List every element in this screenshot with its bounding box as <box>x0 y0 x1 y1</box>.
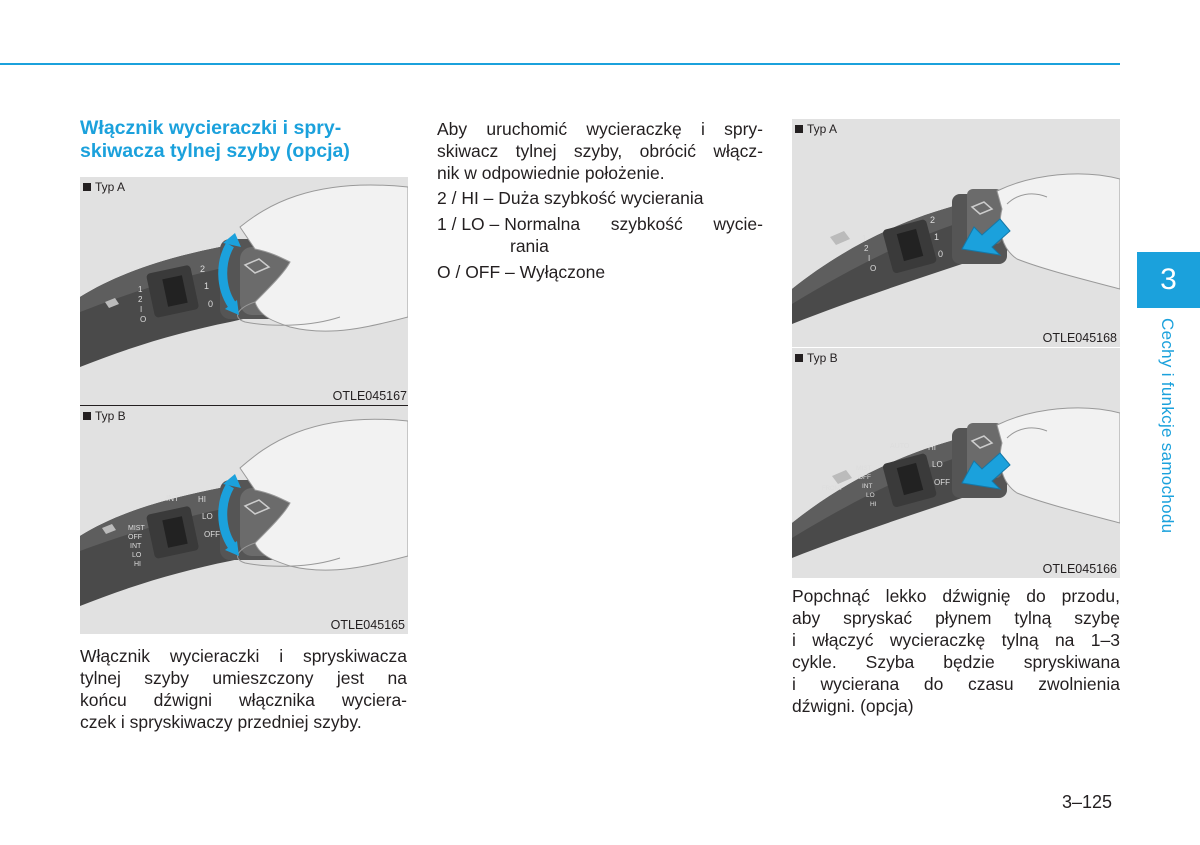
chapter-title: Cechy i funkcje samochodu <box>1158 318 1177 534</box>
stalk-label: LO <box>132 552 142 559</box>
stalk-label: OFF <box>128 534 142 541</box>
text-line: i wycierana do czasu zwolnienia <box>792 674 1120 694</box>
stalk-label: 2 <box>138 295 143 304</box>
text-line: cykle. Szyba będzie spryskiwana <box>792 652 1120 672</box>
stalk-label: O <box>870 264 877 273</box>
wiper-stalk-illustration <box>80 406 408 634</box>
text-line: dźwigni. (opcja) <box>792 696 914 716</box>
ring-label: INT <box>166 494 179 503</box>
figure-type-text: Typ A <box>807 122 838 136</box>
mode-key: O / OFF – <box>437 262 515 282</box>
stalk-label: 1 <box>138 285 143 294</box>
text-line: skiwacz tylnej szyby, obrócić włącz- <box>437 141 763 161</box>
mode-item-hi <box>437 187 763 209</box>
mode-key: 2 / HI – <box>437 188 494 208</box>
mode-key: 1 / LO – <box>437 214 500 234</box>
stalk-label: I <box>868 254 871 263</box>
knob-label: LO <box>202 512 213 521</box>
page-number: 3–125 <box>1062 792 1113 812</box>
figure-type-a-push <box>792 119 1120 347</box>
front-label: FRONT <box>822 486 843 492</box>
figure-type-text: Typ A <box>95 180 126 194</box>
text-line: Włącznik wycieraczki i spryskiwacza <box>80 646 407 666</box>
figure-code: OTLE045167 <box>332 389 407 403</box>
section-title-line: Włącznik wycieraczki i spry- <box>80 117 342 139</box>
knob-label: 2 <box>200 264 206 274</box>
text-line: Aby uruchomić wycieraczkę i spry- <box>437 119 763 139</box>
bullet-square-icon <box>83 412 91 420</box>
knob-label: HI <box>928 443 936 452</box>
top-rule <box>0 63 1120 65</box>
stalk-label: LO <box>866 492 875 499</box>
stalk-label: INT <box>862 483 873 490</box>
stalk-label: HI <box>870 501 877 508</box>
knob-label: 0 <box>208 299 214 309</box>
wiper-stalk-illustration <box>792 348 1120 578</box>
text-line: czek i spryskiwaczy przedniej szyby. <box>80 712 362 732</box>
knob-label: 1 <box>204 281 210 291</box>
chapter-number-tab: 3 <box>1137 252 1200 308</box>
stalk-label: 2 <box>864 244 869 253</box>
stalk-label: INT <box>130 543 142 550</box>
stalk-label: HI <box>134 561 141 568</box>
bullet-square-icon <box>795 125 803 133</box>
knob-label: 1 <box>934 232 940 242</box>
stalk-label: MIST <box>128 525 145 532</box>
mode-item-off <box>437 261 763 283</box>
stalk-label: O <box>140 315 147 324</box>
stalk-label: 1 <box>862 234 867 243</box>
mode-desc: Duża szybkość wycierania <box>498 188 704 208</box>
text-line: nik w odpowiednie położenie. <box>437 163 665 183</box>
left-paragraph <box>80 645 407 733</box>
text-line: Popchnąć lekko dźwignię do przodu, <box>792 586 1120 606</box>
stalk-label: MIST <box>856 465 872 472</box>
bullet-square-icon <box>795 354 803 362</box>
figure-type-label <box>83 409 126 423</box>
right-paragraph <box>792 585 1120 717</box>
text-line: i włączyć wycieraczkę tylną na 1–3 <box>792 630 1120 650</box>
figure-type-label <box>83 180 125 194</box>
figure-type-label <box>795 122 837 136</box>
ring-label: AUTO <box>890 443 910 450</box>
bullet-square-icon <box>83 183 91 191</box>
figure-code: OTLE045166 <box>1042 562 1117 576</box>
mode-item-lo <box>437 213 763 257</box>
figure-code: OTLE045168 <box>1042 331 1117 345</box>
text-line: aby spryskać płynem tylną szybę <box>792 608 1120 628</box>
figure-type-text: Typ B <box>95 409 126 423</box>
figure-type-a-rotate <box>80 177 408 405</box>
section-title <box>80 117 410 163</box>
mode-desc: Normalna szybkość wycie- <box>504 214 763 234</box>
text-line: tylnej szyby umieszczony jest na <box>80 668 407 688</box>
figure-type-text: Typ B <box>807 351 838 365</box>
stalk-label: I <box>140 305 143 314</box>
knob-label: 2 <box>930 215 936 225</box>
text-line: końcu dźwigni włącznika wyciera- <box>80 690 407 710</box>
figure-type-b-push <box>792 348 1120 578</box>
figure-type-label <box>795 351 838 365</box>
mode-desc-cont: rania <box>510 236 549 256</box>
middle-paragraph <box>437 118 763 184</box>
section-title-line: skiwacza tylnej szyby (opcja) <box>80 140 350 162</box>
stalk-label: OFF <box>858 474 871 481</box>
mode-desc: Wyłączone <box>519 262 606 282</box>
knob-label: OFF <box>204 530 220 539</box>
wiper-stalk-illustration <box>792 119 1120 347</box>
knob-label: LO <box>932 460 943 469</box>
figure-code: OTLE045165 <box>330 618 405 632</box>
wiper-stalk-illustration <box>80 177 408 405</box>
knob-label: 0 <box>938 249 944 259</box>
knob-label: HI <box>198 495 206 504</box>
knob-label: OFF <box>934 478 950 487</box>
figure-type-b-rotate <box>80 406 408 634</box>
